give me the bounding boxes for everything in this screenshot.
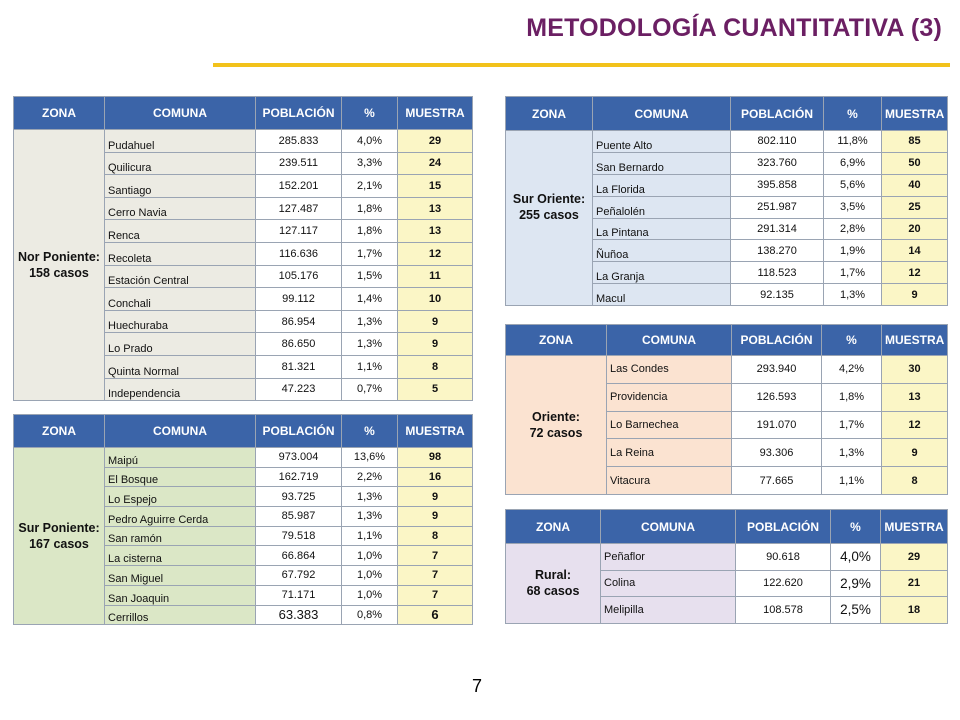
- poblacion-cell: 239.511: [256, 152, 342, 175]
- poblacion-cell: 77.665: [732, 467, 822, 495]
- pct-cell: 11,8%: [824, 131, 882, 153]
- header-comuna: COMUNA: [105, 415, 256, 448]
- zona-name: Nor Poniente:: [18, 250, 100, 265]
- header-comuna: COMUNA: [593, 97, 731, 131]
- zona-cases: 167 casos: [29, 537, 89, 552]
- muestra-cell: 12: [882, 262, 948, 284]
- comuna-cell: Renca: [105, 220, 256, 243]
- comuna-cell: Cerro Navia: [105, 197, 256, 220]
- zona-name: Sur Oriente:: [512, 192, 586, 206]
- comuna-cell: Peñaflor: [601, 544, 736, 571]
- muestra-cell: 9: [882, 284, 948, 306]
- header-poblacion: POBLACIÓN: [736, 510, 831, 544]
- poblacion-cell: 105.176: [256, 265, 342, 288]
- pct-cell: 1,0%: [342, 585, 398, 605]
- zona-cases: 158 casos: [29, 266, 89, 281]
- zona-cell: [506, 356, 607, 495]
- poblacion-cell: 138.270: [731, 240, 824, 262]
- zona-cases: 255 casos: [519, 208, 579, 222]
- poblacion-cell: 291.314: [731, 218, 824, 240]
- poblacion-cell: 99.112: [256, 288, 342, 311]
- zona-name: Sur Poniente:: [18, 521, 100, 536]
- comuna-cell: San Joaquin: [105, 585, 256, 605]
- muestra-cell: 6: [398, 605, 473, 625]
- poblacion-cell: 93.306: [732, 439, 822, 467]
- poblacion-cell: 323.760: [731, 152, 824, 174]
- zona-name: Rural:: [534, 568, 572, 583]
- header-zona: ZONA: [506, 510, 601, 544]
- poblacion-cell: 116.636: [256, 242, 342, 265]
- comuna-cell: Ñuñoa: [593, 240, 731, 262]
- table-nor-poniente: [13, 96, 473, 401]
- comuna-cell: La cisterna: [105, 546, 256, 566]
- comuna-cell: Providencia: [607, 383, 732, 411]
- poblacion-cell: 86.650: [256, 333, 342, 356]
- comuna-cell: San Miguel: [105, 566, 256, 586]
- page-number: 7: [472, 676, 483, 696]
- pct-cell: 13,6%: [342, 448, 398, 468]
- muestra-cell: 9: [398, 333, 473, 356]
- comuna-cell: Peñalolén: [593, 196, 731, 218]
- table-rural: [505, 509, 948, 624]
- header-comuna: COMUNA: [607, 325, 732, 356]
- muestra-cell: 8: [398, 526, 473, 546]
- pct-cell: 1,3%: [824, 284, 882, 306]
- zona-cell: [14, 130, 105, 401]
- pct-cell: 2,1%: [342, 175, 398, 198]
- poblacion-cell: 108.578: [736, 597, 831, 624]
- muestra-cell: 12: [882, 411, 948, 439]
- comuna-cell: San Bernardo: [593, 152, 731, 174]
- zona-cell: [14, 448, 105, 625]
- muestra-cell: 25: [882, 196, 948, 218]
- pct-cell: 1,3%: [342, 310, 398, 333]
- zona-cases: 72 casos: [529, 425, 583, 440]
- header-muestra: MUESTRA: [882, 97, 948, 131]
- muestra-cell: 18: [881, 597, 948, 624]
- header-pct: %: [342, 415, 398, 448]
- poblacion-cell: 66.864: [256, 546, 342, 566]
- header-zona: ZONA: [506, 97, 593, 131]
- comuna-cell: Santiago: [105, 175, 256, 198]
- comuna-cell: Independencia: [105, 378, 256, 401]
- header-comuna: COMUNA: [601, 510, 736, 544]
- comuna-cell: Melipilla: [601, 597, 736, 624]
- muestra-cell: 21: [881, 570, 948, 597]
- comuna-cell: La Reina: [607, 439, 732, 467]
- pct-cell: 3,5%: [824, 196, 882, 218]
- poblacion-cell: 802.110: [731, 131, 824, 153]
- muestra-cell: 15: [398, 175, 473, 198]
- poblacion-cell: 127.117: [256, 220, 342, 243]
- poblacion-cell: 191.070: [732, 411, 822, 439]
- header-zona: ZONA: [14, 97, 105, 130]
- zona-name: Oriente:: [532, 409, 580, 424]
- poblacion-cell: 71.171: [256, 585, 342, 605]
- header-muestra: MUESTRA: [398, 415, 473, 448]
- header-zona: ZONA: [506, 325, 607, 356]
- header-muestra: MUESTRA: [882, 325, 948, 356]
- header-muestra: MUESTRA: [398, 97, 473, 130]
- pct-cell: 6,9%: [824, 152, 882, 174]
- comuna-cell: Colina: [601, 570, 736, 597]
- muestra-cell: 20: [882, 218, 948, 240]
- poblacion-cell: 63.383: [256, 605, 342, 625]
- comuna-cell: Lo Espejo: [105, 487, 256, 507]
- comuna-cell: Cerrillos: [105, 605, 256, 625]
- comuna-cell: La Pintana: [593, 218, 731, 240]
- table-oriente: [505, 324, 948, 495]
- comuna-cell: Pudahuel: [105, 130, 256, 153]
- muestra-cell: 98: [398, 448, 473, 468]
- muestra-cell: 9: [882, 439, 948, 467]
- pct-cell: 1,0%: [342, 546, 398, 566]
- header-pct: %: [824, 97, 882, 131]
- muestra-cell: 9: [398, 310, 473, 333]
- muestra-cell: 24: [398, 152, 473, 175]
- muestra-cell: 13: [882, 383, 948, 411]
- pct-cell: 1,7%: [342, 242, 398, 265]
- zona-cases: 68 casos: [526, 584, 580, 599]
- pct-cell: 1,7%: [822, 411, 882, 439]
- muestra-cell: 29: [881, 544, 948, 571]
- header-pct: %: [831, 510, 881, 544]
- zona-cell: [506, 544, 601, 624]
- pct-cell: 2,9%: [831, 570, 881, 597]
- pct-cell: 1,3%: [342, 507, 398, 527]
- muestra-cell: 14: [882, 240, 948, 262]
- comuna-cell: Lo Barnechea: [607, 411, 732, 439]
- muestra-cell: 9: [398, 507, 473, 527]
- poblacion-cell: 85.987: [256, 507, 342, 527]
- poblacion-cell: 395.858: [731, 174, 824, 196]
- comuna-cell: Macul: [593, 284, 731, 306]
- muestra-cell: 13: [398, 197, 473, 220]
- muestra-cell: 7: [398, 566, 473, 586]
- poblacion-cell: 285.833: [256, 130, 342, 153]
- pct-cell: 1,1%: [822, 467, 882, 495]
- pct-cell: 1,1%: [342, 526, 398, 546]
- pct-cell: 1,8%: [342, 197, 398, 220]
- poblacion-cell: 79.518: [256, 526, 342, 546]
- poblacion-cell: 122.620: [736, 570, 831, 597]
- comuna-cell: Huechuraba: [105, 310, 256, 333]
- header-pct: %: [342, 97, 398, 130]
- zona-cell: [506, 131, 593, 306]
- pct-cell: 2,5%: [831, 597, 881, 624]
- table-sur-poniente: [13, 414, 473, 625]
- pct-cell: 0,7%: [342, 378, 398, 401]
- muestra-cell: 12: [398, 242, 473, 265]
- pct-cell: 0,8%: [342, 605, 398, 625]
- comuna-cell: Pedro Aguirre Cerda: [105, 507, 256, 527]
- header-poblacion: POBLACIÓN: [256, 97, 342, 130]
- comuna-cell: Estación Central: [105, 265, 256, 288]
- poblacion-cell: 67.792: [256, 566, 342, 586]
- pct-cell: 4,2%: [822, 356, 882, 384]
- title-underline: [213, 63, 950, 67]
- pct-cell: 1,0%: [342, 566, 398, 586]
- poblacion-cell: 86.954: [256, 310, 342, 333]
- pct-cell: 5,6%: [824, 174, 882, 196]
- pct-cell: 2,2%: [342, 467, 398, 487]
- pct-cell: 1,4%: [342, 288, 398, 311]
- poblacion-cell: 92.135: [731, 284, 824, 306]
- comuna-cell: Maipú: [105, 448, 256, 468]
- muestra-cell: 7: [398, 546, 473, 566]
- comuna-cell: Las Condes: [607, 356, 732, 384]
- muestra-cell: 13: [398, 220, 473, 243]
- poblacion-cell: 973.004: [256, 448, 342, 468]
- poblacion-cell: 126.593: [732, 383, 822, 411]
- poblacion-cell: 162.719: [256, 467, 342, 487]
- table-sur-oriente: [505, 96, 948, 306]
- comuna-cell: Quilicura: [105, 152, 256, 175]
- poblacion-cell: 90.618: [736, 544, 831, 571]
- pct-cell: 4,0%: [831, 544, 881, 571]
- poblacion-cell: 152.201: [256, 175, 342, 198]
- pct-cell: 2,8%: [824, 218, 882, 240]
- header-poblacion: POBLACIÓN: [731, 97, 824, 131]
- comuna-cell: Quinta Normal: [105, 355, 256, 378]
- header-pct: %: [822, 325, 882, 356]
- pct-cell: 1,3%: [342, 487, 398, 507]
- comuna-cell: San ramón: [105, 526, 256, 546]
- header-muestra: MUESTRA: [881, 510, 948, 544]
- comuna-cell: Recoleta: [105, 242, 256, 265]
- pct-cell: 1,7%: [824, 262, 882, 284]
- muestra-cell: 85: [882, 131, 948, 153]
- poblacion-cell: 81.321: [256, 355, 342, 378]
- muestra-cell: 30: [882, 356, 948, 384]
- poblacion-cell: 293.940: [732, 356, 822, 384]
- muestra-cell: 10: [398, 288, 473, 311]
- pct-cell: 1,1%: [342, 355, 398, 378]
- muestra-cell: 29: [398, 130, 473, 153]
- muestra-cell: 9: [398, 487, 473, 507]
- header-poblacion: POBLACIÓN: [256, 415, 342, 448]
- pct-cell: 1,3%: [822, 439, 882, 467]
- muestra-cell: 11: [398, 265, 473, 288]
- comuna-cell: Vitacura: [607, 467, 732, 495]
- poblacion-cell: 118.523: [731, 262, 824, 284]
- pct-cell: 1,8%: [822, 383, 882, 411]
- pct-cell: 1,9%: [824, 240, 882, 262]
- muestra-cell: 8: [882, 467, 948, 495]
- muestra-cell: 5: [398, 378, 473, 401]
- pct-cell: 1,3%: [342, 333, 398, 356]
- pct-cell: 4,0%: [342, 130, 398, 153]
- muestra-cell: 40: [882, 174, 948, 196]
- poblacion-cell: 47.223: [256, 378, 342, 401]
- header-zona: ZONA: [14, 415, 105, 448]
- comuna-cell: La Granja: [593, 262, 731, 284]
- muestra-cell: 8: [398, 355, 473, 378]
- comuna-cell: Conchali: [105, 288, 256, 311]
- header-poblacion: POBLACIÓN: [732, 325, 822, 356]
- pct-cell: 3,3%: [342, 152, 398, 175]
- comuna-cell: Puente Alto: [593, 131, 731, 153]
- comuna-cell: El Bosque: [105, 467, 256, 487]
- poblacion-cell: 127.487: [256, 197, 342, 220]
- poblacion-cell: 93.725: [256, 487, 342, 507]
- pct-cell: 1,5%: [342, 265, 398, 288]
- muestra-cell: 16: [398, 467, 473, 487]
- pct-cell: 1,8%: [342, 220, 398, 243]
- comuna-cell: La Florida: [593, 174, 731, 196]
- poblacion-cell: 251.987: [731, 196, 824, 218]
- header-comuna: COMUNA: [105, 97, 256, 130]
- muestra-cell: 7: [398, 585, 473, 605]
- page-title: METODOLOGÍA CUANTITATIVA (3): [526, 14, 942, 42]
- comuna-cell: Lo Prado: [105, 333, 256, 356]
- muestra-cell: 50: [882, 152, 948, 174]
